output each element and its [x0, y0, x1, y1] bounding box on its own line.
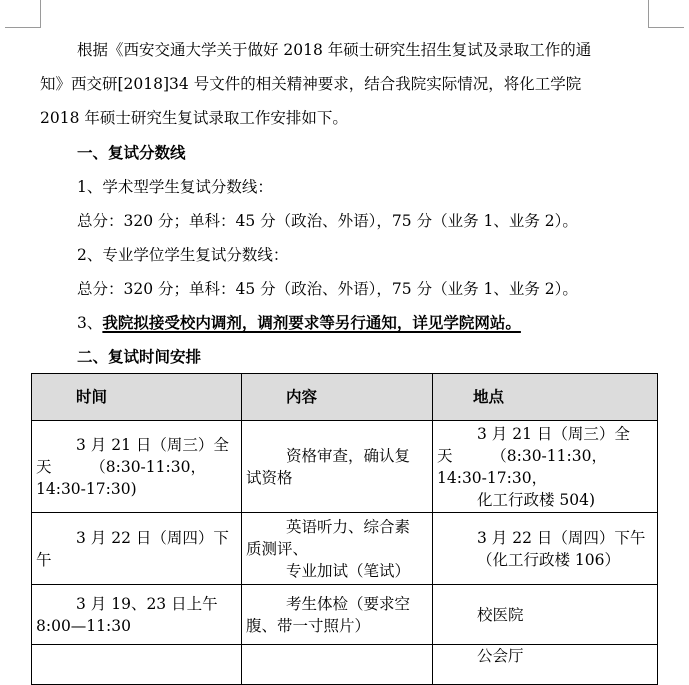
professional-score-label: 2、专业学位学生复试分数线： — [77, 246, 289, 264]
header-content: 内容 — [242, 374, 433, 421]
academic-score-values: 总分：320 分；单科：45 分（政治、外语），75 分（业务 1、业务 2）。 — [77, 212, 578, 230]
section-1-heading: 一、复试分数线 — [77, 143, 186, 162]
table-header-row — [32, 374, 658, 421]
row-2-place: 3 月 22 日（周四）下午 （化工行政楼 106） — [433, 513, 658, 585]
row-3-content: 考生体检（要求空 腹、带一寸照片） — [242, 585, 433, 645]
intro-line-2: 知》西交研[2018]34 号文件的相关精神要求，结合我院实际情况，将化工学院 — [40, 75, 582, 93]
academic-score-label: 1、学术型学生复试分数线： — [77, 178, 273, 196]
row-1-time: 3 月 21 日（周三）全 天 （8:30-11:30， 14:30-17:30) — [32, 421, 242, 513]
row-4-content — [242, 645, 433, 685]
row-1-content: 资格审查，确认复 试资格 — [242, 421, 433, 513]
row-4-time — [32, 645, 242, 685]
transfer-note-number: 3、 — [77, 314, 103, 332]
row-3-place: 校医院 — [433, 585, 658, 645]
intro-line-3: 2018 年硕士研究生复试录取工作安排如下。 — [40, 109, 348, 127]
table-row — [32, 645, 658, 685]
transfer-note-text: 我院拟接受校内调剂，调剂要求等另行通知，详见学院网站。 — [102, 313, 521, 332]
header-time: 时间 — [32, 374, 242, 421]
row-2-time: 3 月 22 日（周四）下 午 — [32, 513, 242, 585]
row-3-time: 3 月 19、23 日上午 8:00—11:30 — [32, 585, 242, 645]
section-2-heading: 二、复试时间安排 — [77, 347, 202, 366]
row-1-place: 3 月 21 日（周三）全 天 （8:30-11:30， 14:30-17:30， 化工行政楼 504) — [433, 421, 658, 513]
table-row — [32, 513, 658, 585]
intro-line-1: 根据《西安交通大学关于做好 2018 年硕士研究生招生复试及录取工作的通 — [77, 41, 592, 59]
row-2-content: 英语听力、综合素 质测评、 专业加试（笔试） — [242, 513, 433, 585]
table-row — [32, 421, 658, 513]
schedule-table — [31, 373, 658, 685]
header-place: 地点 — [433, 374, 658, 421]
row-4-place: 公会厅 — [433, 645, 658, 685]
professional-score-values: 总分：320 分；单科：45 分（政治、外语），75 分（业务 1、业务 2）。 — [77, 280, 578, 298]
table-row — [32, 585, 658, 645]
transfer-note-line — [77, 312, 521, 334]
